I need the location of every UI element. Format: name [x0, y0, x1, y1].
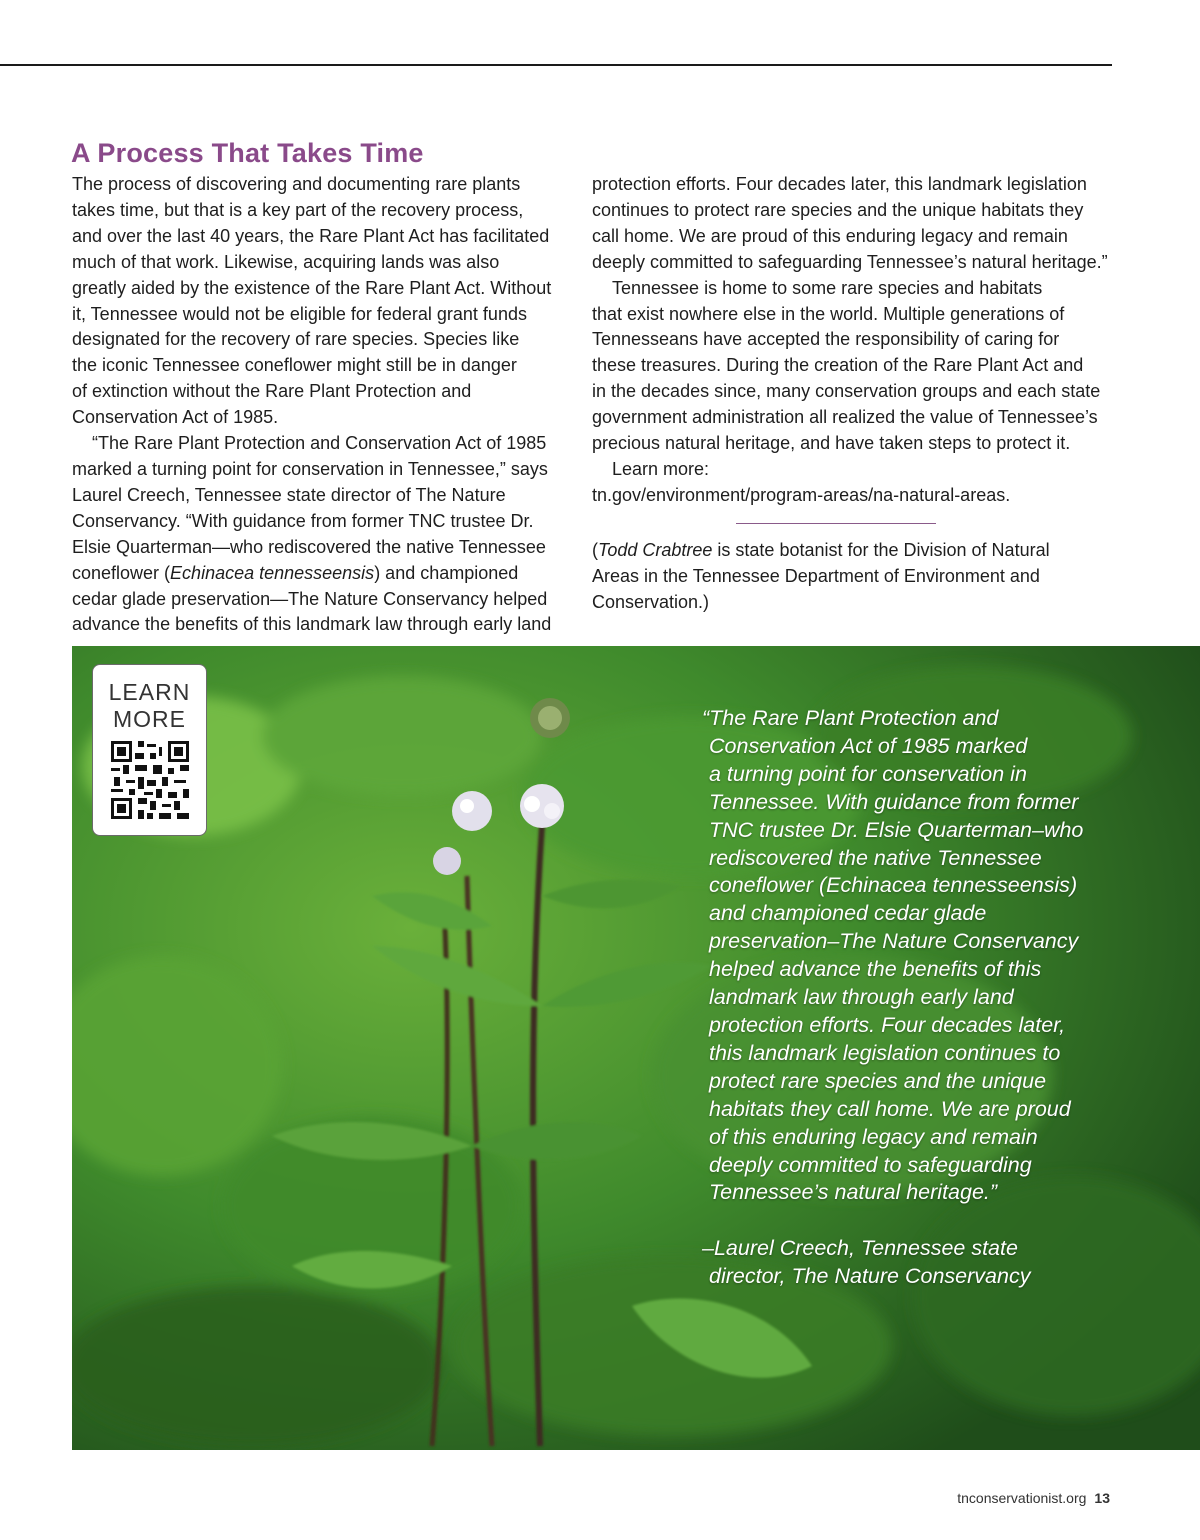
text-run: ) and championed	[374, 562, 519, 583]
body-line: in the decades since, many conservation groups and each state	[592, 381, 1101, 402]
body-line: much of that work. Likewise, acquiring lands was also	[72, 251, 500, 272]
body-line: Laurel Creech, Tennessee state director of The Nature	[72, 484, 506, 505]
body-line: Elsie Quarterman—who rediscovered the native Tennessee	[72, 536, 546, 557]
quote-line: TNC trustee Dr. Elsie Quarterman–who	[709, 817, 1084, 842]
quote-line: preservation–The Nature Conservancy	[709, 929, 1079, 954]
qr-card-title-line: MORE	[113, 706, 186, 732]
quote-line: landmark law through early land	[709, 985, 1014, 1010]
author-bio-line: Areas in the Tennessee Department of Environment and	[592, 566, 1040, 587]
learn-more-link[interactable]: tn.gov/environment/program-areas/na-natural-areas.	[592, 484, 1011, 505]
body-line: advance the benefits of this landmark law through early land	[72, 614, 552, 635]
body-line: these treasures. During the creation of the Rare Plant Act and	[592, 355, 1084, 376]
qr-code-icon[interactable]	[111, 741, 189, 819]
quote-line: protect rare species and the unique	[709, 1068, 1047, 1093]
text-run: is state botanist for the Division of Natural	[712, 540, 1050, 561]
text-run: (	[592, 540, 598, 561]
quote-line: a turning point for conservation in	[709, 761, 1027, 786]
body-line: “The Rare Plant Protection and Conservation Act of 1985	[92, 433, 547, 454]
body-line	[72, 561, 572, 587]
quote-line: “The Rare Plant Protection and	[702, 706, 999, 730]
page-number: 13	[1094, 1490, 1110, 1506]
body-line: precious natural heritage, and have taken steps to protect it.	[592, 433, 1071, 454]
body-line: marked a turning point for conservation in Tennessee,” says	[72, 458, 548, 479]
top-rule	[0, 64, 1112, 66]
body-line: Conservation Act of 1985.	[72, 407, 279, 428]
quote-attribution: –Laurel Creech, Tennessee state	[702, 1236, 1018, 1261]
text-run: )	[1069, 873, 1078, 898]
text-run: coneflower (	[709, 873, 827, 898]
quote-line: helped advance the benefits of this	[709, 957, 1042, 982]
author-name: Todd Crabtree	[598, 540, 713, 561]
species-name: Echinacea tennesseensis	[826, 873, 1070, 898]
quote-line: of this enduring legacy and remain	[709, 1124, 1038, 1149]
quote-line: and championed cedar glade	[709, 901, 987, 926]
body-line: it, Tennessee would not be eligible for federal grant funds	[72, 303, 527, 324]
body-line: greatly aided by the existence of the Rare Plant Act. Without	[72, 277, 552, 298]
quote-line: Tennessee. With guidance from former	[709, 789, 1079, 814]
body-line: call home. We are proud of this enduring legacy and remain	[592, 225, 1068, 246]
quote-spacer	[702, 1207, 1122, 1235]
body-line: designated for the recovery of rare species. Species like	[72, 329, 520, 350]
separator-rule	[736, 523, 936, 525]
quote-line: rediscovered the native Tennessee	[709, 845, 1042, 870]
quote-line: Conservation Act of 1985 marked	[709, 733, 1028, 758]
body-line: government administration all realized the value of Tennessee’s	[592, 407, 1098, 428]
body-line: The process of discovering and documenting rare plants	[72, 174, 521, 194]
body-line: deeply committed to safeguarding Tennessee’s natural heritage.”	[592, 251, 1108, 272]
body-line: continues to protect rare species and the unique habitats they	[592, 199, 1084, 220]
quote-line: protection efforts. Four decades later,	[709, 1012, 1066, 1037]
section-heading: A Process That Takes Time	[71, 138, 424, 168]
quote-line: habitats they call home. We are proud	[709, 1096, 1071, 1121]
right-column	[592, 172, 1132, 616]
learn-more-qr-card[interactable]	[92, 664, 207, 836]
footer-site[interactable]: tnconservationist.org	[957, 1490, 1087, 1506]
body-line: Tennesseans have accepted the responsibility of caring for	[592, 329, 1060, 350]
author-bio-line: Conservation.)	[592, 592, 710, 613]
body-line: Conservancy. “With guidance from former TNC trustee Dr.	[72, 510, 534, 531]
species-name: Echinacea tennesseensis	[170, 562, 375, 583]
body-line: and over the last 40 years, the Rare Plant Act has facilitated	[72, 225, 550, 246]
page-footer	[957, 1490, 1110, 1506]
text-run: coneflower (	[72, 562, 171, 583]
body-line: the iconic Tennessee coneflower might still be in danger	[72, 355, 517, 376]
quote-line: this landmark legislation continues to	[709, 1040, 1061, 1065]
body-line: of extinction without the Rare Plant Protection and	[72, 381, 472, 402]
left-column	[72, 172, 572, 638]
qr-card-title-line: LEARN	[108, 679, 191, 705]
quote-line	[702, 872, 1122, 900]
body-line: that exist nowhere else in the world. Multiple generations of	[592, 303, 1065, 324]
quote-attribution: director, The Nature Conservancy	[709, 1264, 1031, 1289]
quote-line: deeply committed to safeguarding	[709, 1152, 1032, 1177]
body-line: cedar glade preservation—The Nature Conservancy helped	[72, 588, 548, 609]
pull-quote	[702, 705, 1122, 1291]
quote-line: Tennessee’s natural heritage.”	[709, 1180, 998, 1205]
author-bio-line	[592, 538, 1132, 564]
body-line: takes time, but that is a key part of the recovery process,	[72, 199, 524, 220]
body-line: protection efforts. Four decades later, this landmark legislation	[592, 174, 1087, 194]
learn-more-label: Learn more:	[612, 458, 710, 479]
body-line: Tennessee is home to some rare species and habitats	[612, 277, 1043, 298]
